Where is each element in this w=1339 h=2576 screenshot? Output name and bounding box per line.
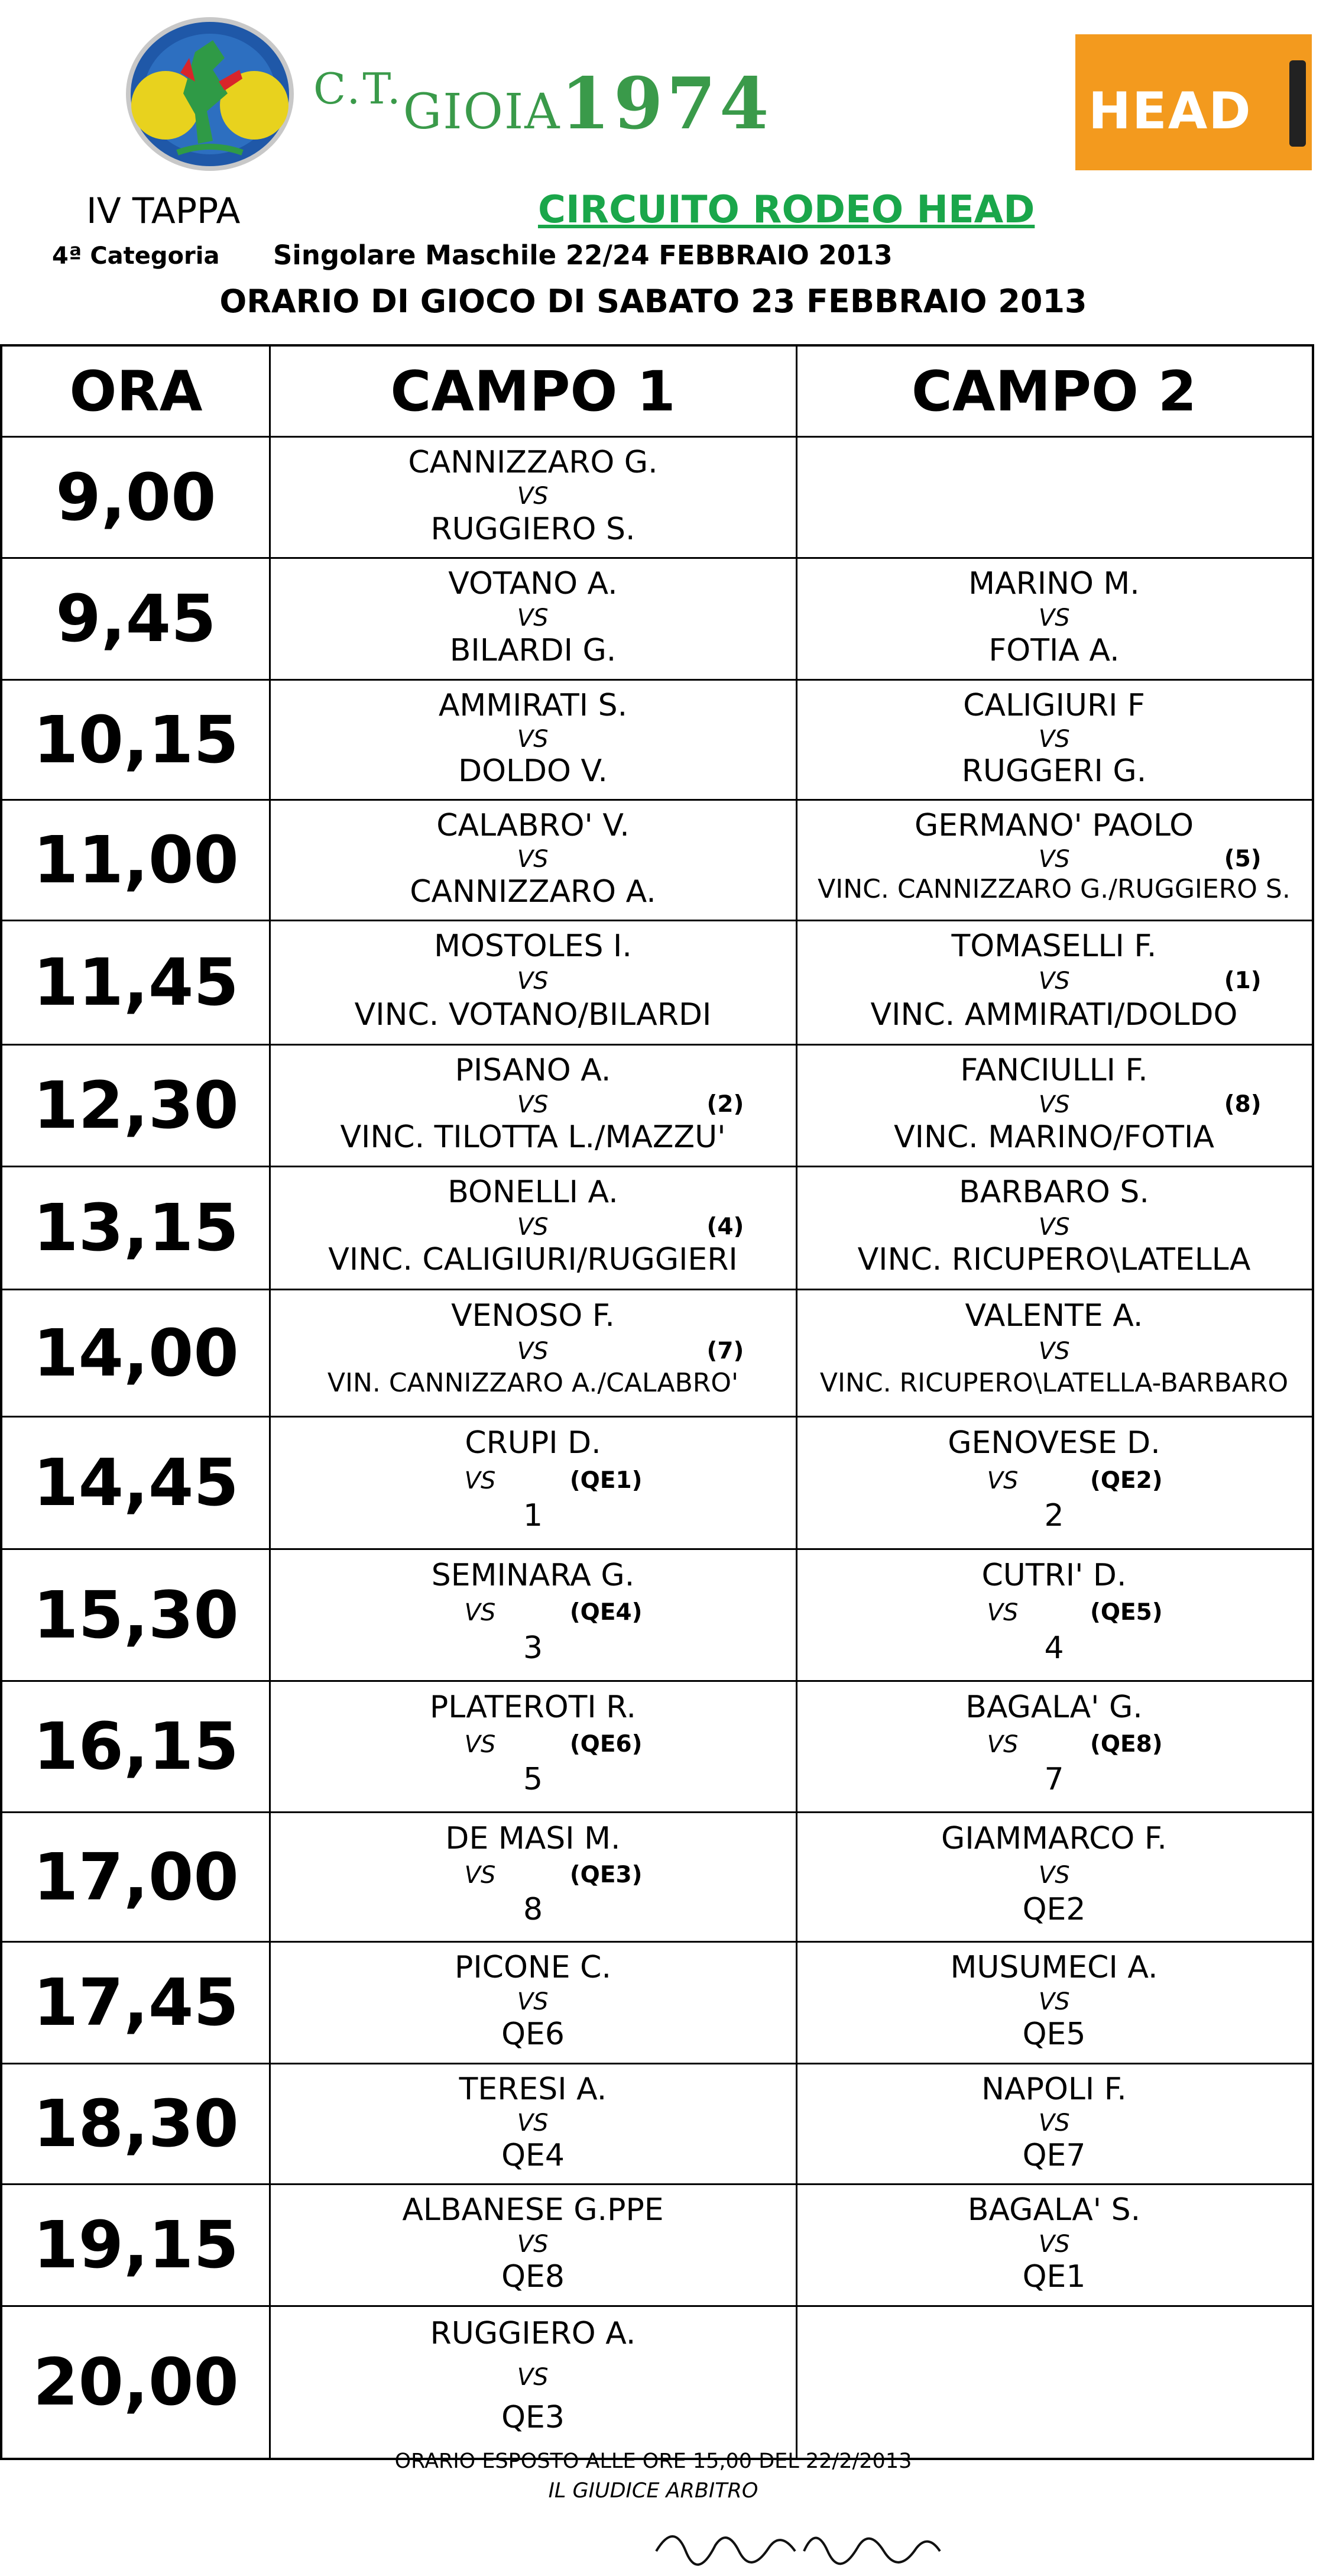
player-2: 8 <box>523 1892 543 1928</box>
seed-tag: (5) <box>1224 846 1262 872</box>
vs-label: VS <box>987 1730 1019 1758</box>
club-main-name: GIOIA <box>403 84 561 140</box>
seed-tag: (QE3) <box>569 1861 643 1888</box>
player-2: 3 <box>523 1630 543 1666</box>
player-1: AMMIRATI S. <box>438 687 628 723</box>
match-cell <box>270 681 796 798</box>
player-1: DE MASI M. <box>445 1820 621 1856</box>
player-1: ALBANESE G.PPE <box>402 2192 664 2228</box>
sponsor-name: HEAD <box>1088 82 1252 141</box>
player-2: BILARDI G. <box>449 633 617 669</box>
seed-tag: (4) <box>706 1213 744 1240</box>
match-cell <box>796 1290 1312 1415</box>
seed-tag: (8) <box>1224 1090 1262 1118</box>
time-slot: 17,00 <box>33 1839 239 1915</box>
player-2: VINC. CANNIZZARO G./RUGGIERO S. <box>818 874 1291 904</box>
player-1: BAGALA' S. <box>967 2192 1141 2228</box>
player-2: 7 <box>1044 1762 1064 1798</box>
time-slot: 10,15 <box>33 701 239 778</box>
vs-label: VS <box>987 1467 1019 1494</box>
vs-label: VS <box>517 846 549 873</box>
player-2: 1 <box>523 1498 543 1534</box>
player-2: 4 <box>1044 1630 1064 1666</box>
vs-label: VS <box>1038 725 1070 753</box>
vs-label: VS <box>464 1861 496 1889</box>
match-cell <box>270 438 796 556</box>
player-2: VINC. RICUPERO\LATELLA <box>857 1242 1251 1278</box>
player-1: CALABRO' V. <box>436 808 630 843</box>
seed-tag: (QE8) <box>1090 1730 1163 1758</box>
player-2: 5 <box>523 1762 543 1798</box>
seed-tag: (2) <box>706 1090 744 1118</box>
match-cell <box>796 801 1312 919</box>
player-1: RUGGIERO A. <box>430 2316 636 2352</box>
referee-signature <box>650 2510 946 2569</box>
vs-label: VS <box>464 1467 496 1494</box>
player-1: MUSUMECI A. <box>950 1950 1158 1986</box>
vs-label: VS <box>517 483 549 510</box>
player-1: CRUPI D. <box>465 1425 601 1461</box>
vs-label: VS <box>517 725 549 753</box>
time-slot: 11,45 <box>33 944 239 1020</box>
vs-label: VS <box>1038 2109 1070 2137</box>
player-2: 2 <box>1044 1498 1064 1534</box>
player-2: RUGGIERO S. <box>430 511 636 547</box>
player-2: FOTIA A. <box>988 633 1120 669</box>
time-slot: 15,30 <box>33 1577 239 1653</box>
posted-notice: ORARIO ESPOSTO ALLE ORE 15,00 DEL 22/2/2013 <box>394 2449 912 2473</box>
match-cell <box>270 1550 796 1679</box>
vs-label: VS <box>1038 1861 1070 1889</box>
player-2: VIN. CANNIZZARO A./CALABRO' <box>327 1367 739 1398</box>
vs-label: VS <box>517 1338 549 1365</box>
vs-label: VS <box>1038 2230 1070 2258</box>
vs-label: VS <box>1038 1213 1070 1241</box>
vs-label: VS <box>1038 604 1070 632</box>
player-2: RUGGERI G. <box>961 753 1147 789</box>
match-cell <box>796 1167 1312 1288</box>
vs-label: VS <box>464 1599 496 1627</box>
vs-label: VS <box>517 604 549 632</box>
time-slot: 19,15 <box>33 2207 239 2283</box>
vs-label: VS <box>987 1599 1019 1627</box>
vs-label: VS <box>517 1090 549 1118</box>
player-2: QE4 <box>501 2138 565 2173</box>
player-1: BAGALA' G. <box>965 1690 1143 1726</box>
time-slot: 14,00 <box>33 1315 239 1391</box>
time-slot: 9,00 <box>56 459 216 535</box>
match-cell <box>796 2185 1312 2305</box>
seed-tag: (1) <box>1224 967 1262 995</box>
seed-tag: (QE1) <box>569 1467 643 1494</box>
match-cell <box>796 1046 1312 1165</box>
player-1: PICONE C. <box>454 1950 612 1986</box>
vs-label: VS <box>517 967 549 995</box>
match-cell <box>270 1167 796 1288</box>
player-1: BARBARO S. <box>959 1174 1149 1211</box>
player-2: CANNIZZARO A. <box>410 874 656 910</box>
match-cell <box>270 1943 796 2062</box>
club-logo <box>124 17 296 171</box>
player-1: NAPOLI F. <box>981 2072 1127 2107</box>
match-cell <box>270 1813 796 1940</box>
time-slot: 20,00 <box>33 2344 239 2420</box>
schedule-title: ORARIO DI GIOCO DI SABATO 23 FEBBRAIO 2013 <box>219 283 1087 320</box>
match-cell <box>270 921 796 1043</box>
time-slot: 16,15 <box>33 1708 239 1784</box>
match-cell <box>796 1943 1312 2062</box>
player-1: PLATEROTI R. <box>429 1690 637 1726</box>
match-cell <box>796 1550 1312 1679</box>
match-cell <box>270 559 796 678</box>
seed-tag: (7) <box>706 1338 744 1365</box>
player-1: BONELLI A. <box>448 1174 618 1211</box>
match-cell <box>270 1290 796 1415</box>
vs-label: VS <box>1038 1988 1070 2015</box>
player-2: VINC. RICUPERO\LATELLA-BARBARO <box>819 1367 1289 1398</box>
seed-tag: (QE5) <box>1090 1599 1163 1626</box>
column-header-time: ORA <box>69 359 203 424</box>
player-1: SEMINARA G. <box>431 1558 635 1594</box>
vs-label: VS <box>1038 1338 1070 1365</box>
category-label: 4ª Categoria <box>52 242 220 270</box>
sponsor-logo <box>1075 34 1312 170</box>
player-2: VINC. CALIGIURI/RUGGIERI <box>328 1242 738 1278</box>
match-cell <box>796 1682 1312 1811</box>
player-2: VINC. TILOTTA L./MAZZU' <box>340 1119 726 1156</box>
player-2: QE7 <box>1022 2138 1086 2173</box>
match-cell <box>270 2307 796 2457</box>
player-2: QE1 <box>1022 2259 1086 2295</box>
circuit-title: CIRCUITO RODEO HEAD <box>538 188 1035 232</box>
player-1: VALENTE A. <box>965 1297 1143 1334</box>
match-cell <box>270 1046 796 1165</box>
match-cell <box>796 1418 1312 1548</box>
match-cell <box>270 2064 796 2183</box>
player-2: QE6 <box>501 2017 565 2053</box>
vs-label: VS <box>517 1213 549 1241</box>
time-slot: 11,00 <box>33 822 239 898</box>
club-prefix: C.T. <box>313 64 403 114</box>
seed-tag: (QE4) <box>569 1599 643 1626</box>
vs-label: VS <box>517 2364 549 2391</box>
player-1: PISANO A. <box>455 1053 611 1089</box>
player-2: VINC. VOTANO/BILARDI <box>354 996 712 1033</box>
player-2: VINC. AMMIRATI/DOLDO <box>870 996 1238 1033</box>
match-cell <box>270 801 796 919</box>
player-2: QE3 <box>501 2399 565 2435</box>
player-2: QE8 <box>501 2259 565 2295</box>
player-1: CUTRI' D. <box>981 1558 1127 1594</box>
player-2: DOLDO V. <box>458 753 608 789</box>
racquet-icon <box>1289 60 1306 147</box>
player-1: TERESI A. <box>459 2072 607 2107</box>
time-slot: 18,30 <box>33 2086 239 2161</box>
column-header-court-1: CAMPO 1 <box>390 359 676 424</box>
schedule-table <box>0 344 1314 2460</box>
vs-label: VS <box>1038 967 1070 995</box>
match-cell <box>270 1418 796 1548</box>
vs-label: VS <box>517 2230 549 2258</box>
match-cell <box>796 559 1312 678</box>
club-year: 1974 <box>560 62 773 145</box>
stage-label: IV TAPPA <box>86 190 241 232</box>
vs-label: VS <box>1038 1090 1070 1118</box>
seed-tag: (QE6) <box>569 1730 643 1758</box>
player-1: GENOVESE D. <box>948 1425 1160 1461</box>
player-2: QE2 <box>1022 1892 1086 1928</box>
vs-label: VS <box>1038 846 1070 873</box>
time-slot: 13,15 <box>33 1190 239 1266</box>
player-1: MARINO M. <box>968 566 1140 602</box>
vs-label: VS <box>517 2109 549 2137</box>
time-slot: 9,45 <box>56 581 216 656</box>
event-label: Singolare Maschile 22/24 FEBBRAIO 2013 <box>273 240 893 271</box>
vs-label: VS <box>517 1988 549 2015</box>
match-cell <box>796 921 1312 1043</box>
match-cell <box>796 1813 1312 1940</box>
column-header-court-2: CAMPO 2 <box>911 359 1197 424</box>
time-slot: 12,30 <box>33 1067 239 1143</box>
vs-label: VS <box>464 1730 496 1758</box>
match-cell <box>270 2185 796 2305</box>
player-1: CALIGIURI F <box>963 687 1145 723</box>
player-2: QE5 <box>1022 2017 1086 2053</box>
referee-title: IL GIUDICE ARBITRO <box>548 2479 758 2503</box>
club-name <box>313 62 772 163</box>
player-1: GERMANO' PAOLO <box>914 808 1194 843</box>
time-slot: 17,45 <box>33 1965 239 2040</box>
player-1: FANCIULLI F. <box>960 1053 1148 1089</box>
player-1: CANNIZZARO G. <box>408 445 658 481</box>
player-1: TOMASELLI F. <box>951 928 1157 965</box>
match-cell <box>796 2064 1312 2183</box>
player-1: GIAMMARCO F. <box>941 1820 1167 1856</box>
time-slot: 14,45 <box>33 1445 239 1520</box>
player-1: VOTANO A. <box>448 566 618 602</box>
player-2: VINC. MARINO/FOTIA <box>894 1119 1214 1156</box>
match-cell <box>270 1682 796 1811</box>
player-1: MOSTOLES I. <box>434 928 632 965</box>
player-1: VENOSO F. <box>451 1297 615 1334</box>
seed-tag: (QE2) <box>1090 1467 1163 1494</box>
match-cell <box>796 681 1312 798</box>
